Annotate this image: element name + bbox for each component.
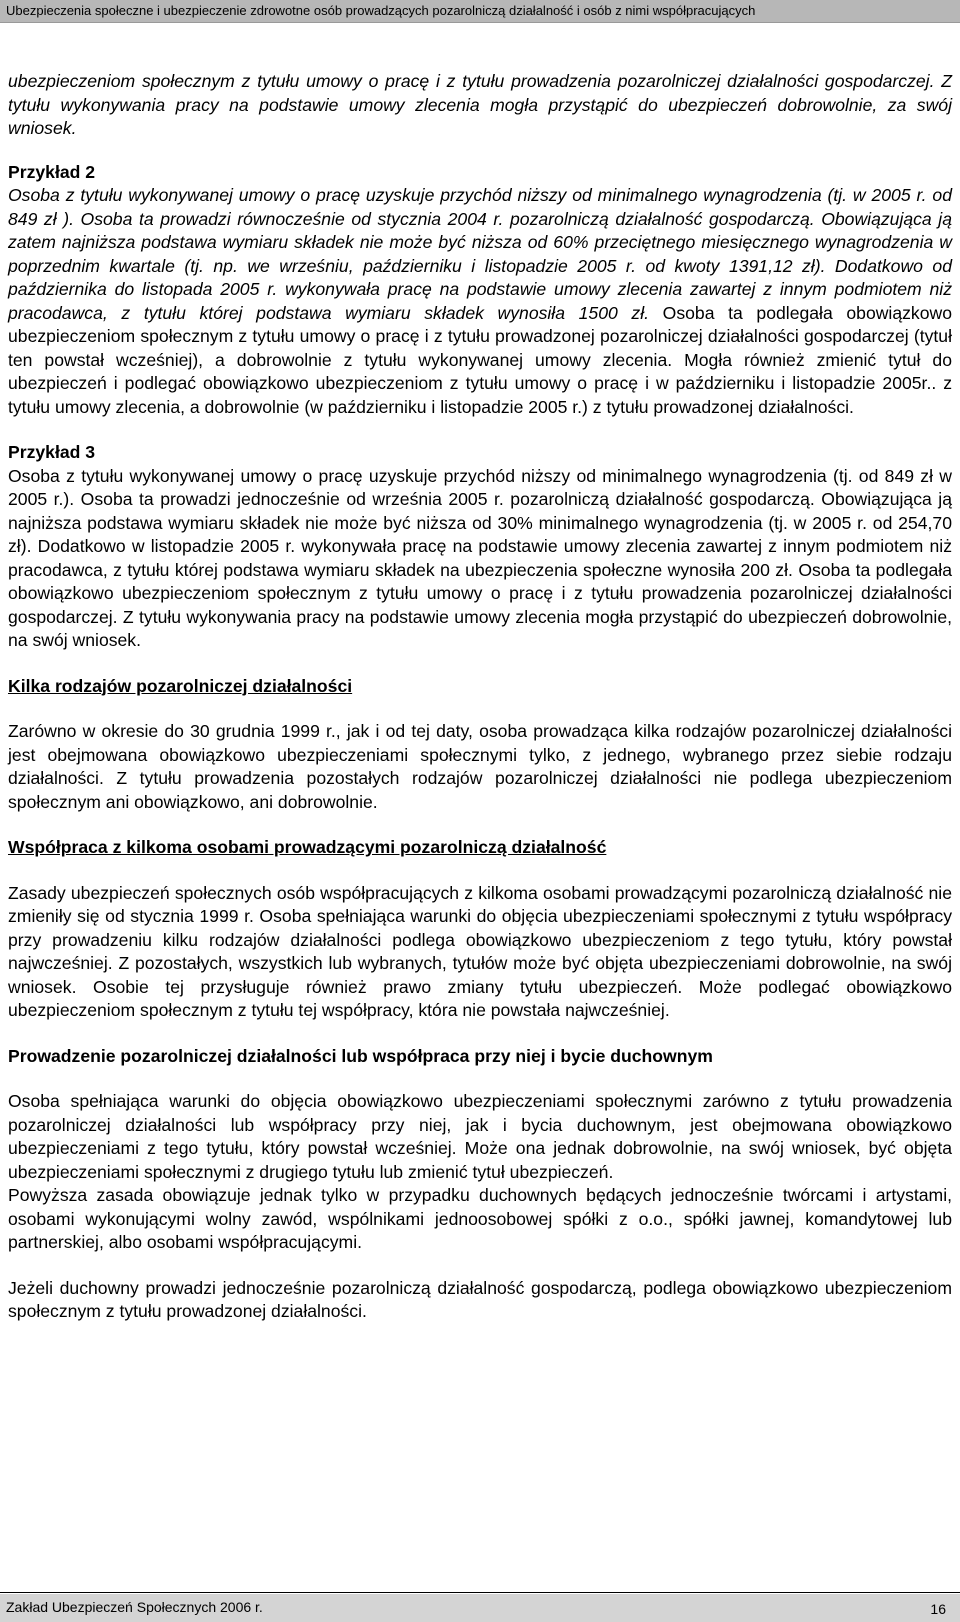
kilka-rodzajow-paragraph: Zarówno w okresie do 30 grudnia 1999 r., jak i od tej daty, osoba prowadząca kilka rodzajów pozarolniczej działalności jest obejmowana obowiązkowo ubezpieczeniami społecznymi tylko, z jednego, wybranego przez siebie rodzaju działalności. Z tytułu prowadzenia pozostałych rodzajów pozarolniczej działalności nie podlega ubezpieczeniom społecznym ani obowiązkowo, ani dobrowolnie. <box>8 721 952 812</box>
footer-divider <box>0 1592 960 1593</box>
footer-publisher: Zakład Ubezpieczeń Społecznych 2006 r. <box>6 1599 263 1615</box>
running-header-title: Ubezpieczenia społeczne i ubezpieczenie zdrowotne osób prowadzących pozarolniczą działalność i osób z nimi współpracujących <box>6 3 756 18</box>
example-2-paragraph <box>8 184 952 419</box>
heading-duchowny: Prowadzenie pozarolniczej działalności lub współpraca przy niej i bycie duchownym <box>8 1045 713 1066</box>
wspolpraca-paragraph: Zasady ubezpieczeń społecznych osób współpracujących z kilkoma osobami prowadzącymi pozarolniczą działalność nie zmieniły się od stycznia 1999 r. Osoba spełniająca warunki do objęcia ubezpieczeniami społecznymi z tytułu współpracy przy prowadzeniu kilku rodzajów działalności podlega obowiązkowo ubezpieczeniom z tego tytułu, który powstał najwcześniej. Z pozostałych, wszystkich lub wybranych, tytułów może być objęta ubezpieczeniami dobrowolnie, na swój wniosek. Osobie tej przysługuje również prawo zmiany tytułu ubezpieczeń. Może podlegać obowiązkowo ubezpieczeniom społecznym z tytułu tej współpracy, która nie powstała najwcześniej. <box>8 882 952 1020</box>
example-2-italic-text: Osoba z tytułu wykonywanej umowy o pracę uzyskuje przychód niższy od minimalnego wynagrodzenia (tj. w 2005 r. od 849 zł ). Osoba ta prowadzi równocześnie od stycznia 2004 r. pozarolniczą działalność gospodarczą. Obowiązująca ją zatem najniższa podstawa wymiaru składek nie może być niższa od 60% przeciętnego miesięcznego wynagrodzenia w poprzednim kwartale (tj. np. we wrześniu, październiku i listopadzie 2005 r. od kwoty 1391,12 zł). Dodatkowo od października do listopada 2005 r. wykonywała pracę na podstawie umowy zlecenia zawartej z innym podmiotem niż pracodawca, z tytułu której podstawa wymiaru składek wynosiła 1500 zł. <box>8 185 952 323</box>
running-header <box>0 0 960 22</box>
example-2-normal-text: Osoba ta podlegała obowiązkowo ubezpieczeniom społecznym z tytułu umowy o pracę i z tytułu prowadzonej pozarolniczej działalności gospodarczej (tytuł ten powstał wcześniej), a dobrowolnie z tytułu wykonywanej umowy zlecenia. Mogła również zmienić tytuł do ubezpieczeń i podlegać obowiązkowo ubezpieczeniom z tytułu umowy o pracę i w październiku i listopadzie 2005r.. z tytułu umowy zlecenia, a dobrowolnie (w październiku i listopadzie 2005 r.) z tytułu prowadzonej działalności. <box>8 302 952 417</box>
duchowny-paragraph-3: Jeżeli duchowny prowadzi jednocześnie pozarolniczą działalność gospodarczą, podlega obowiązkowo ubezpieczeniom społecznym z tytułu prowadzonej działalności. <box>8 1277 952 1321</box>
example-3-paragraph: Osoba z tytułu wykonywanej umowy o pracę uzyskuje przychód niższy od minimalnego wynagrodzenia (tj. od 849 zł w 2005 r.). Osoba ta prowadzi jednocześnie od września 2005 r. pozarolniczą działalność gospodarczą. Obowiązująca ją najniższa podstawa wymiaru składek nie może być niższa od 30% minimalnego wynagrodzenia (tj. w 2005 r. od 254,70 zł). Dodatkowo w listopadzie 2005 r. wykonywała pracę na podstawie umowy zlecenia zawartej z innym podmiotem niż pracodawca, z tytułu której podstawa wymiaru składek na ubezpieczenia społeczne wynosiła 200 zł. Osoba ta podlegała obowiązkowo ubezpieczeniom społecznym z tytułu umowy o pracę i z tytułu prowadzenia pozarolniczej działalności gospodarczej. Z tytułu wykonywania pracy na podstawie umowy zlecenia mogła przystąpić do ubezpieczeń dobrowolnie, na swój wniosek. <box>8 465 952 650</box>
example-2-title: Przykład 2 <box>8 161 96 182</box>
example-3-title: Przykład 3 <box>8 442 96 462</box>
document-body <box>8 70 952 1324</box>
duchowny-paragraph-2: Powyższa zasada obowiązuje jednak tylko w przypadku duchownych będących jednocześnie twórcami i artystami, osobami wykonującymi wolny zawód, wspólnikami jednoosobowej spółki z o.o., spółki jawnej, komandytowej lub partnerskiej, albo osobami współpracującymi. <box>8 1185 952 1252</box>
heading-wspolpraca: Współpraca z kilkoma osobami prowadzącymi pozarolniczą działalność <box>8 837 607 857</box>
intro-paragraph: ubezpieczeniom społecznym z tytułu umowy o pracę i z tytułu prowadzenia pozarolniczej działalności gospodarczej. Z tytułu wykonywania pracy na podstawie umowy zlecenia mogła przystąpić do ubezpieczeń dobrowolnie, za swój wniosek. <box>8 71 952 138</box>
duchowny-paragraph-1: Osoba spełniająca warunki do objęcia obowiązkowo ubezpieczeniami społecznymi zarówno z tytułu prowadzenia pozarolniczej działalności lub współpracy przy niej, jak i bycia duchownym, jest obejmowana obowiązkowo ubezpieczeniami z tego tytułu, który powstał wcześniej. Może ona jednak dobrowolnie, na swój wniosek, być objęta ubezpieczeniami społecznymi z drugiego tytułu lub zmienić tytuł ubezpieczeń. <box>8 1091 952 1182</box>
header-divider <box>0 22 960 23</box>
page-number: 16 <box>930 1601 946 1617</box>
page-footer <box>0 1594 960 1622</box>
heading-kilka-rodzajow: Kilka rodzajów pozarolniczej działalności <box>8 675 353 696</box>
